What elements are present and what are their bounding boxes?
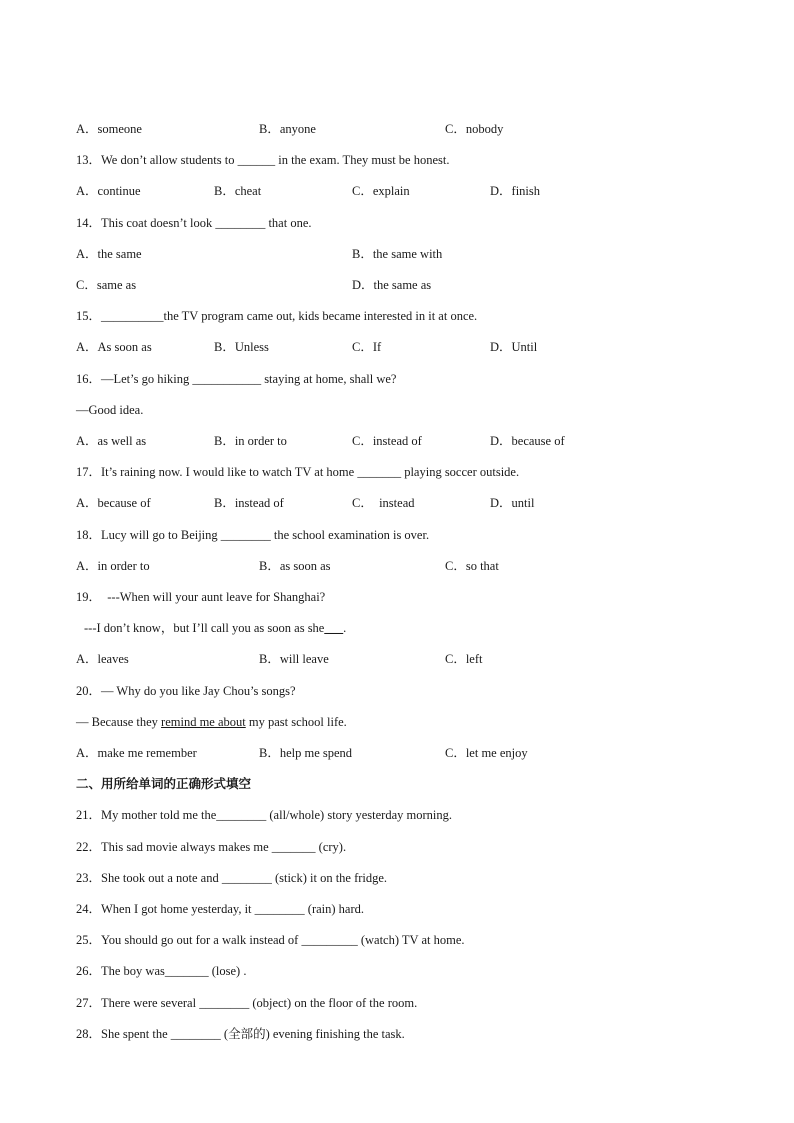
question-13 [0,150,794,170]
underlined-phrase: remind me about [161,715,246,729]
question-text: 23．She took out a note and ________ (stick) it on the fridge. [76,871,388,885]
question-26 [0,961,794,981]
q18-options [0,556,794,576]
q19-reply [0,618,794,638]
option-d: D．Until [490,340,538,354]
question-text: 13．We don’t allow students to ______ in the exam. They must be honest. [76,153,450,167]
question-text: 22．This sad movie always makes me _______ (cry). [76,840,347,854]
question-16 [0,369,794,389]
question-28 [0,1024,794,1044]
answer-blank: ___ [324,621,344,635]
option-b: B．will leave [259,652,329,666]
reply-text: ---I don’t know，but I’ll call you as soon as she [84,621,325,635]
section-heading [0,774,794,794]
question-22 [0,837,794,857]
option-c: C．If [352,340,382,354]
option-b: B．cheat [214,184,262,198]
q13-options [0,181,794,201]
option-c: C． instead [352,496,415,510]
option-d: D．finish [490,184,541,198]
question-18 [0,525,794,545]
option-c: C．same as [76,278,137,292]
q14-options-cd [0,275,794,295]
option-b: B．Unless [214,340,269,354]
option-a: A．continue [76,184,141,198]
reply-end: my past school life. [245,715,347,729]
option-a: A．As soon as [76,340,152,354]
option-d: D．because of [490,434,565,448]
option-a: A．because of [76,496,151,510]
question-text: 17．It’s raining now. I would like to watch TV at home _______ playing soccer outside. [76,465,520,479]
question-21 [0,805,794,825]
q16-reply [0,400,794,420]
option-c: C．let me enjoy [445,746,528,760]
option-d: D．until [490,496,535,510]
option-b: B．the same with [352,247,443,261]
dialogue-reply [84,618,346,638]
q20-options [0,743,794,763]
option-c: C．left [445,652,483,666]
question-20 [0,681,794,701]
option-a: A．someone [76,122,142,136]
question-text: 20．— Why do you like Jay Chou’s songs? [76,684,296,698]
option-c: C．nobody [445,122,504,136]
dialogue-reply: —Good idea. [76,403,144,417]
q17-options [0,493,794,513]
q16-options [0,431,794,451]
option-a: A．in order to [76,559,150,573]
option-c: C．so that [445,559,499,573]
question-text: 15．__________the TV program came out, kids became interested in it at once. [76,309,478,323]
question-14 [0,213,794,233]
question-text: 18．Lucy will go to Beijing ________ the school examination is over. [76,528,430,542]
question-text: 16．—Let’s go hiking ___________ staying at home, shall we? [76,372,397,386]
option-b: B．help me spend [259,746,353,760]
question-23 [0,868,794,888]
option-c: C．explain [352,184,410,198]
question-24 [0,899,794,919]
option-b: B．instead of [214,496,284,510]
question-19 [0,587,794,607]
question-text: 27．There were several ________ (object) on the floor of the room. [76,996,418,1010]
option-a: A．make me remember [76,746,197,760]
option-b: B．in order to [214,434,287,448]
question-text: 28．She spent the ________ (全部的) evening finishing the task. [76,1027,405,1041]
option-c: C．instead of [352,434,422,448]
section-title: 二、用所给单词的正确形式填空 [76,776,252,791]
q15-options [0,337,794,357]
reply-text: — Because they [76,715,162,729]
question-17 [0,462,794,482]
option-b: B．as soon as [259,559,331,573]
q12-options [0,119,794,139]
question-text: 21．My mother told me the________ (all/whole) story yesterday morning. [76,808,452,822]
question-text: 14．This coat doesn’t look ________ that one. [76,216,312,230]
question-text: 26．The boy was_______ (lose) . [76,964,247,978]
dialogue-reply [76,712,347,732]
reply-end: . [343,621,347,635]
q19-options [0,649,794,669]
q14-options-ab [0,244,794,264]
question-27 [0,993,794,1013]
question-15 [0,306,794,326]
option-b: B．anyone [259,122,316,136]
option-a: A．leaves [76,652,129,666]
option-d: D．the same as [352,278,432,292]
question-25 [0,930,794,950]
question-text: 19． ---When will your aunt leave for Shanghai? [76,590,326,604]
q20-reply [0,712,794,732]
question-text: 25．You should go out for a walk instead of _________ (watch) TV at home. [76,933,465,947]
option-a: A．the same [76,247,142,261]
question-text: 24．When I got home yesterday, it ________ (rain) hard. [76,902,365,916]
option-a: A．as well as [76,434,147,448]
